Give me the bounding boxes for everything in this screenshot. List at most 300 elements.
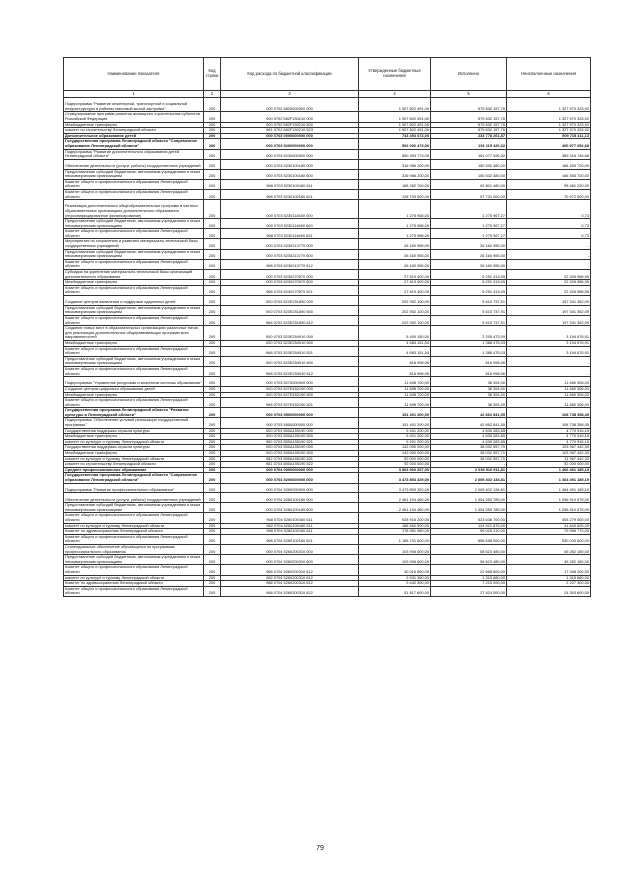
budget-code-cell: 000 0703 555A155190 500 — [221, 451, 359, 457]
budget-code-cell: 000 0703 5230114600 600 — [221, 219, 359, 229]
executed-amount-cell: 150 532 480,00 — [431, 159, 507, 169]
table-row — [64, 398, 591, 408]
indicator-name-cell: Реализация дополнительных общеобразовательных программ в частных образовательных организациях дополнительного образования (персонифицированное финансирование) — [64, 200, 204, 219]
header-approved: Утвержденные бюджетные назначения — [359, 58, 431, 91]
budget-code-cell: 000 0703 5270000000 000 — [221, 377, 359, 387]
budget-code-cell: 968 0703 523E254910 521 — [221, 346, 359, 356]
indicator-name-cell: Обеспечение деятельности (услуги, работы) государственных учреждений — [64, 493, 204, 503]
line-code-cell: 200 — [204, 305, 221, 315]
remaining-amount-cell: 22 326 986,95 — [507, 285, 591, 295]
indicator-name-cell: Комитет общего и профессионального образования Ленинградской области — [64, 229, 204, 239]
executed-amount-cell: 579 832 157,76 — [431, 98, 507, 112]
indicator-name-cell: Подпрограмма "Развитие профессионального образования" — [64, 483, 204, 493]
table-row — [64, 418, 591, 428]
executed-amount-cell: 38 394,00 — [431, 392, 507, 398]
line-code-cell: 200 — [204, 346, 221, 356]
budget-code-cell: 000 0704 5260000000 000 — [221, 483, 359, 493]
remaining-amount-cell: 108 738 358,45 — [507, 418, 591, 428]
approved-amount-cell: 5 400 150,00 — [359, 326, 431, 341]
line-code-cell: 200 — [204, 544, 221, 554]
indicator-name-cell: Дополнительное образование детей — [64, 133, 204, 139]
indicator-name-cell: Комитет общего и профессионального образования Ленинградской области — [64, 513, 204, 523]
indicator-name-cell: Комитет общего и профессионального образования Ленинградской области — [64, 259, 204, 269]
approved-amount-cell: 2 461 194 460,00 — [359, 503, 431, 513]
table-row — [64, 534, 591, 544]
budget-code-cell: 000 0703 527E452190 500 — [221, 392, 359, 398]
approved-amount-cell: 103 906 600,00 — [359, 555, 431, 565]
executed-amount-cell: 99 025 210,00 — [431, 529, 507, 535]
line-code-cell: 200 — [204, 259, 221, 269]
approved-amount-cell: 26 160 955,00 — [359, 259, 431, 269]
remaining-amount-cell: 17 348 200,00 — [507, 565, 591, 575]
executed-amount-cell: 38 394,00 — [431, 398, 507, 408]
approved-amount-cell: 103 906 600,00 — [359, 544, 431, 554]
remaining-amount-cell: 509 715 411,13 — [507, 133, 591, 139]
indicator-name-cell: Государственная программа Ленинградской области "Современное образование Ленинградской области" — [64, 473, 204, 483]
line-code-cell: 200 — [204, 493, 221, 503]
line-code-cell: 200 — [204, 296, 221, 306]
approved-amount-cell: 928 916 200,00 — [359, 513, 431, 523]
remaining-amount-cell: 103 967 442,30 — [507, 445, 591, 451]
executed-amount-cell: 191 115 420,32 — [431, 139, 507, 149]
table-row — [64, 239, 591, 249]
remaining-amount-cell: - — [507, 356, 591, 366]
table-row — [64, 149, 591, 159]
approved-amount-cell: 9 442 300,00 — [359, 581, 431, 587]
approved-amount-cell: 26 160 955,00 — [359, 249, 431, 259]
executed-amount-cell: 5 291 413,05 — [431, 270, 507, 280]
approved-amount-cell: 9 401 200,00 — [359, 428, 431, 434]
executed-amount-cell: 150 532 480,00 — [431, 169, 507, 179]
header-budget-code: Код расхода по бюджетной классификации — [221, 58, 359, 91]
approved-amount-cell: 3 473 893 320,00 — [359, 483, 431, 493]
table-row — [64, 555, 591, 565]
page-number: 79 — [316, 845, 324, 852]
line-code-cell: 200 — [204, 467, 221, 473]
table-row — [64, 586, 591, 596]
remaining-amount-cell: 3 194 676,91 — [507, 340, 591, 346]
indicator-name-cell: Стипендиальное обеспечение обучающихся по программам профессионального образования — [64, 544, 204, 554]
line-code-cell: 200 — [204, 523, 221, 529]
executed-amount-cell: 579 832 157,76 — [431, 122, 507, 128]
executed-amount-cell: 5 291 413,05 — [431, 280, 507, 286]
indicator-name-cell: Предоставление субсидий бюджетным, автономным учреждениям и иным некоммерческим организациям — [64, 169, 204, 179]
table-row — [64, 408, 591, 418]
executed-amount-cell: 1 404 283 785,00 — [431, 503, 507, 513]
approved-amount-cell: 92 000 000,00 — [359, 462, 431, 468]
table-row — [64, 356, 591, 366]
line-code-cell: 200 — [204, 122, 221, 128]
line-code-cell: 200 — [204, 98, 221, 112]
indicator-name-cell: комитет по культуре и туризму Ленинградской области — [64, 523, 204, 529]
indicator-name-cell: Государственная поддержка отрасли культуры — [64, 428, 204, 434]
approved-amount-cell: 188 282 700,00 — [359, 179, 431, 189]
column-number: 4 — [359, 91, 431, 98]
line-code-cell: 200 — [204, 408, 221, 418]
executed-amount-cell: 5 610 737,91 — [431, 305, 507, 315]
line-code-cell: 200 — [204, 366, 221, 376]
approved-amount-cell: 1 186 731 800,00 — [359, 534, 431, 544]
line-code-cell: 200 — [204, 529, 221, 535]
remaining-amount-cell: 11 660 306,00 — [507, 392, 591, 398]
indicator-name-cell: Комитет по здравоохранению Ленинградской области — [64, 581, 204, 587]
budget-execution-table — [63, 57, 591, 597]
indicator-name-cell: комитет по культуре и туризму Ленинградской области — [64, 575, 204, 581]
line-code-cell: 200 — [204, 356, 221, 366]
executed-amount-cell: 38 032 557,70 — [431, 445, 507, 451]
line-code-cell: 200 — [204, 503, 221, 513]
remaining-amount-cell: 41 640 625,00 — [507, 523, 591, 529]
budget-code-cell: 000 0702 582F150210 000 — [221, 112, 359, 122]
column-number: 5 — [431, 91, 507, 98]
remaining-amount-cell: 24 393 600,00 — [507, 586, 591, 596]
indicator-name-cell: Создание центров выявления и поддержки одаренных детей — [64, 296, 204, 306]
column-number-row — [64, 91, 591, 98]
line-code-cell: 200 — [204, 513, 221, 523]
indicator-name-cell: Комитет общего и профессионального образования Ленинградской области — [64, 346, 204, 356]
executed-amount-cell: 161 077 026,32 — [431, 149, 507, 159]
table-row — [64, 565, 591, 575]
line-code-cell: 200 — [204, 555, 221, 565]
approved-amount-cell: 9 401 200,00 — [359, 434, 431, 440]
approved-amount-cell: 26 160 955,00 — [359, 239, 431, 249]
remaining-amount-cell: 1 464 491 185,19 — [507, 483, 591, 493]
indicator-name-cell: комитет по строительству Ленинградской области — [64, 128, 204, 134]
remaining-amount-cell: 166 453 720,00 — [507, 159, 591, 169]
indicator-name-cell: Межбюджетные трансферты — [64, 280, 204, 286]
column-number: 6 — [507, 91, 591, 98]
approved-amount-cell: 202 952 100,00 — [359, 315, 431, 325]
line-code-cell: 200 — [204, 229, 221, 239]
line-code-cell: 200 — [204, 473, 221, 483]
remaining-amount-cell: 22 326 986,95 — [507, 270, 591, 280]
executed-amount-cell: 1 388 475,03 — [431, 340, 507, 346]
remaining-amount-cell: - — [507, 239, 591, 249]
executed-amount-cell: 5 610 737,91 — [431, 315, 507, 325]
budget-code-cell: 968 0704 5260200310 612 — [221, 565, 359, 575]
executed-amount-cell: 1 404 283 785,00 — [431, 493, 507, 503]
remaining-amount-cell: 4 770 916,15 — [507, 428, 591, 434]
executed-amount-cell: 92 801 480,00 — [431, 179, 507, 189]
budget-code-cell: 000 0703 523E254910 000 — [221, 326, 359, 341]
line-code-cell: 200 — [204, 462, 221, 468]
indicator-name-cell: комитет по строительству Ленинградской области — [64, 462, 204, 468]
remaining-amount-cell: - — [507, 259, 591, 269]
executed-amount-cell: 38 394,00 — [431, 386, 507, 392]
indicator-name-cell: Среднее профессиональное образование — [64, 467, 204, 473]
budget-code-cell: 000 0703 527E452190 000 — [221, 386, 359, 392]
budget-code-cell: 000 0703 523E254910 500 — [221, 340, 359, 346]
table-row — [64, 159, 591, 169]
budget-code-cell: 000 0703 5230270570 000 — [221, 270, 359, 280]
header-indicator-name: Наименование показателя — [64, 58, 204, 91]
table-row — [64, 503, 591, 513]
line-code-cell: 200 — [204, 439, 221, 445]
line-code-cell: 200 — [204, 586, 221, 596]
line-code-cell: 200 — [204, 575, 221, 581]
indicator-name-cell: Предоставление субсидий бюджетным, автономным учреждениям и иным некоммерческим организациям — [64, 249, 204, 259]
approved-amount-cell: 316 986 200,00 — [359, 169, 431, 179]
approved-amount-cell: 4 583 151,54 — [359, 346, 431, 356]
indicator-name-cell: Государственная программа Ленинградской области "Современное образование Ленинградской области" — [64, 139, 204, 149]
executed-amount-cell: 57 731 000,00 — [431, 189, 507, 199]
line-code-cell: 200 — [204, 285, 221, 295]
remaining-amount-cell: 166 453 720,00 — [507, 169, 591, 179]
indicator-name-cell: Подпрограмма "Развитие инженерной, транспортной и социальной инфраструктуры в районах массовой жилой застройки" — [64, 98, 204, 112]
budget-code-cell: 000 0703 5200000000 000 — [221, 139, 359, 149]
remaining-amount-cell: 389 316 746,68 — [507, 149, 591, 159]
line-code-cell: 200 — [204, 128, 221, 134]
approved-amount-cell: 1 275 968,00 — [359, 200, 431, 219]
indicator-name-cell: Комитет общего и профессионального образования Ленинградской области — [64, 534, 204, 544]
remaining-amount-cell: 197 341 362,09 — [507, 305, 591, 315]
indicator-name-cell: Предоставление субсидий бюджетным, автономным учреждениям и иным некоммерческим организациям — [64, 305, 204, 315]
approved-amount-cell: 142 000 000,00 — [359, 445, 431, 451]
budget-code-cell: 968 0704 5260100160 621 — [221, 534, 359, 544]
table-row — [64, 219, 591, 229]
approved-amount-cell: 11 698 700,00 — [359, 386, 431, 392]
executed-amount-cell: 1 388 475,03 — [431, 346, 507, 356]
line-code-cell: 200 — [204, 139, 221, 149]
remaining-amount-cell: 79 956 770,00 — [507, 529, 591, 535]
budget-table-container — [63, 57, 590, 597]
remaining-amount-cell: 0,73 — [507, 229, 591, 239]
table-row — [64, 139, 591, 149]
remaining-amount-cell: 108 738 358,45 — [507, 408, 591, 418]
line-code-cell: 200 — [204, 534, 221, 544]
remaining-amount-cell: 95 481 220,00 — [507, 179, 591, 189]
indicator-name-cell: Обеспечение деятельности (услуги, работы) государственных учреждений — [64, 159, 204, 169]
executed-amount-cell: 5 291 413,05 — [431, 285, 507, 295]
budget-code-cell: 000 0703 5230000000 000 — [221, 149, 359, 159]
indicator-name-cell: Комитет общего и профессионального образования Ленинградской области — [64, 398, 204, 408]
remaining-amount-cell: 1 056 910 675,00 — [507, 493, 591, 503]
indicator-name-cell: Межбюджетные трансферты — [64, 392, 204, 398]
budget-code-cell: 000 0703 5230270570 500 — [221, 280, 359, 286]
header-line-code: Код строки — [204, 58, 221, 91]
remaining-amount-cell: 1 466 491 185,19 — [507, 467, 591, 473]
approved-amount-cell: 50 000 000,00 — [359, 456, 431, 462]
approved-amount-cell: 2 631 360,00 — [359, 575, 431, 581]
line-code-cell: 200 — [204, 483, 221, 493]
executed-amount-cell: 26 160 955,00 — [431, 259, 507, 269]
budget-code-cell: 968 0703 5230213770 612 — [221, 259, 359, 269]
line-code-cell: 200 — [204, 219, 221, 229]
indicator-name-cell: Мероприятия по сохранению и развитию материально-технической базы государственных учреждений — [64, 239, 204, 249]
executed-amount-cell: 1 315 680,00 — [431, 575, 507, 581]
remaining-amount-cell: 70 972 500,00 — [507, 189, 591, 199]
budget-code-cell: 968 0703 527E452190 521 — [221, 398, 359, 408]
remaining-amount-cell: - — [507, 249, 591, 259]
executed-amount-cell: 1 275 967,27 — [431, 219, 507, 229]
indicator-name-cell: Комитет общего и профессионального образования Ленинградской области — [64, 285, 204, 295]
executed-amount-cell: 2 036 516 911,81 — [431, 467, 507, 473]
indicator-name-cell: Комитет общего и профессионального образования Ленинградской области — [64, 315, 204, 325]
remaining-amount-cell: 92 000 000,00 — [507, 462, 591, 468]
column-number: 3 — [221, 91, 359, 98]
indicator-name-cell: Комитет общего и профессионального образования Ленинградской области — [64, 179, 204, 189]
executed-amount-cell: 5 610 737,91 — [431, 296, 507, 306]
budget-code-cell: 000 0703 555A155190 500 — [221, 434, 359, 440]
approved-amount-cell: 3 473 893 329,00 — [359, 473, 431, 483]
line-code-cell: 200 — [204, 581, 221, 587]
approved-amount-cell: 1 907 802 491,00 — [359, 122, 431, 128]
remaining-amount-cell: 1 464 491 185,19 — [507, 473, 591, 483]
executed-amount-cell: 58 623 480,00 — [431, 555, 507, 565]
budget-code-cell: 968 0703 523E254910 612 — [221, 366, 359, 376]
executed-amount-cell: 1 275 967,27 — [431, 229, 507, 239]
indicator-name-cell: Подпрограмма "Управление ресурсами и качеством системы образования" — [64, 377, 204, 387]
budget-code-cell: 968 0703 5230114600 631 — [221, 229, 359, 239]
budget-code-cell: 968 0703 5230100160 611 — [221, 179, 359, 189]
approved-amount-cell: 1 907 802 491,00 — [359, 98, 431, 112]
budget-code-cell: 968 0703 523E251890 612 — [221, 315, 359, 325]
executed-amount-cell: 42 662 841,55 — [431, 408, 507, 418]
approved-amount-cell: 316 986 200,00 — [359, 159, 431, 169]
table-row — [64, 179, 591, 189]
indicator-name-cell: Комитет общего и профессионального образования Ленинградской области — [64, 565, 204, 575]
line-code-cell: 200 — [204, 392, 221, 398]
remaining-amount-cell: 1 327 970 333,92 — [507, 122, 591, 128]
executed-amount-cell: - — [431, 462, 507, 468]
indicator-name-cell: Комитет общего и профессионального образования Ленинградской области — [64, 366, 204, 376]
approved-amount-cell: 9 401 200,00 — [359, 439, 431, 445]
executed-amount-cell: 1 275 967,27 — [431, 200, 507, 219]
table-row — [64, 483, 591, 493]
approved-amount-cell: 1 907 802 491,00 — [359, 128, 431, 134]
indicator-name-cell: Субсидии на укрепление материально-технической базы организаций дополнительного образования — [64, 270, 204, 280]
approved-amount-cell: 40 016 800,00 — [359, 565, 431, 575]
line-code-cell: 200 — [204, 270, 221, 280]
executed-amount-cell: 2 009 402 134,81 — [431, 483, 507, 493]
line-code-cell: 200 — [204, 451, 221, 457]
executed-amount-cell: 4 630 283,85 — [431, 439, 507, 445]
indicator-name-cell: комитет по культуре и туризму Ленинградской области — [64, 439, 204, 445]
budget-code-cell: 000 0704 5260100160 600 — [221, 503, 359, 513]
approved-amount-cell: 11 698 700,00 — [359, 392, 431, 398]
remaining-amount-cell: 4 770 916,15 — [507, 434, 591, 440]
line-code-cell: 200 — [204, 179, 221, 189]
approved-amount-cell: 1 275 968,00 — [359, 219, 431, 229]
remaining-amount-cell: 45 282 180,00 — [507, 544, 591, 554]
budget-code-cell: 000 0704 0000000000 000 — [221, 467, 359, 473]
table-row — [64, 249, 591, 259]
budget-code-cell: 000 0704 5260200310 600 — [221, 555, 359, 565]
table-row — [64, 229, 591, 239]
executed-amount-cell: 579 832 157,76 — [431, 112, 507, 122]
line-code-cell: 200 — [204, 133, 221, 139]
approved-amount-cell: 151 401 200,00 — [359, 408, 431, 418]
budget-code-cell: 982 0703 555A155190 521 — [221, 456, 359, 462]
budget-code-cell: 000 0702 5820000000 000 — [221, 98, 359, 112]
indicator-name-cell: Предоставление субсидий бюджетным, автономным учреждениям и иным некоммерческим организациям — [64, 503, 204, 513]
executed-amount-cell: 26 160 955,00 — [431, 239, 507, 249]
line-code-cell: 200 — [204, 565, 221, 575]
table-row — [64, 366, 591, 376]
budget-code-cell: 000 0703 523E254910 600 — [221, 356, 359, 366]
executed-amount-cell: 579 832 157,76 — [431, 128, 507, 134]
table-row — [64, 377, 591, 387]
line-code-cell: 200 — [204, 280, 221, 286]
approved-amount-cell: 743 493 673,00 — [359, 133, 431, 139]
approved-amount-cell: 816 998,06 — [359, 356, 431, 366]
budget-code-cell: 986 0704 5260100160 611 — [221, 529, 359, 535]
indicator-name-cell: Государственная поддержка отрасли культуры — [64, 445, 204, 451]
budget-code-cell: 982 0704 5260100160 611 — [221, 523, 359, 529]
approved-amount-cell: 151 401 200,00 — [359, 418, 431, 428]
executed-amount-cell: 816 998,06 — [431, 366, 507, 376]
remaining-amount-cell: - — [507, 366, 591, 376]
table-row — [64, 285, 591, 295]
line-code-cell: 200 — [204, 189, 221, 199]
approved-amount-cell: 1 275 968,00 — [359, 229, 431, 239]
remaining-amount-cell: 1 327 970 333,92 — [507, 98, 591, 112]
budget-code-cell: 000 0703 5230213770 000 — [221, 239, 359, 249]
table-row — [64, 305, 591, 315]
budget-code-cell: 000 0703 5230213770 600 — [221, 249, 359, 259]
line-code-cell: 200 — [204, 249, 221, 259]
line-code-cell: 200 — [204, 149, 221, 159]
executed-amount-cell: 124 921 875,00 — [431, 523, 507, 529]
budget-code-cell: 000 0703 5550000000 000 — [221, 418, 359, 428]
table-row — [64, 473, 591, 483]
budget-code-cell: 986 0704 5260200310 612 — [221, 581, 359, 587]
approved-amount-cell: 4 583 151,54 — [359, 340, 431, 346]
executed-amount-cell: 22 668 600,00 — [431, 565, 507, 575]
approved-amount-cell: 11 698 700,00 — [359, 398, 431, 408]
budget-code-cell: 000 0703 523E251890 600 — [221, 305, 359, 315]
budget-code-cell: 981 0703 555A155190 522 — [221, 462, 359, 468]
remaining-amount-cell: 197 341 362,09 — [507, 296, 591, 306]
budget-code-cell: 968 0703 5230270570 521 — [221, 285, 359, 295]
budget-code-cell: 000 0703 555A155190 000 — [221, 428, 359, 434]
approved-amount-cell: 142 000 000,00 — [359, 451, 431, 457]
executed-amount-cell: 233 778 261,87 — [431, 133, 507, 139]
budget-code-cell: 000 0704 5260200310 000 — [221, 544, 359, 554]
table-row — [64, 169, 591, 179]
remaining-amount-cell: 3 194 676,91 — [507, 346, 591, 356]
table-row — [64, 296, 591, 306]
table-row — [64, 270, 591, 280]
remaining-amount-cell: 197 341 362,09 — [507, 315, 591, 325]
line-code-cell: 200 — [204, 112, 221, 122]
remaining-amount-cell: 530 033 800,00 — [507, 534, 591, 544]
table-row — [64, 189, 591, 199]
budget-code-cell: 000 0703 0000000000 000 — [221, 133, 359, 139]
budget-code-cell: 000 0703 523E251890 000 — [221, 296, 359, 306]
remaining-amount-cell: 11 660 306,00 — [507, 377, 591, 387]
indicator-name-cell: Межбюджетные трансферты — [64, 451, 204, 457]
remaining-amount-cell: 0,73 — [507, 219, 591, 229]
table-row — [64, 112, 591, 122]
budget-code-cell: 000 0704 5260100160 000 — [221, 493, 359, 503]
line-code-cell: 200 — [204, 456, 221, 462]
table-row — [64, 200, 591, 219]
remaining-amount-cell: 3 194 676,91 — [507, 326, 591, 341]
remaining-amount-cell: 2 227 300,00 — [507, 581, 591, 587]
table-row — [64, 346, 591, 356]
executed-amount-cell: 816 998,06 — [431, 356, 507, 366]
line-code-cell: 200 — [204, 377, 221, 387]
indicator-name-cell: Подпрограмма "Обеспечение условий реализации государственной программы" — [64, 418, 204, 428]
approved-amount-cell: 178 981 980,00 — [359, 529, 431, 535]
budget-code-cell: 000 0703 5230114600 000 — [221, 200, 359, 219]
line-code-cell: 200 — [204, 428, 221, 434]
remaining-amount-cell: 1 327 970 333,92 — [507, 128, 591, 134]
table-row — [64, 326, 591, 341]
executed-amount-cell: 523 636 700,00 — [431, 513, 507, 523]
indicator-name-cell: Комитет общего и профессионального образования Ленинградской области — [64, 586, 204, 596]
